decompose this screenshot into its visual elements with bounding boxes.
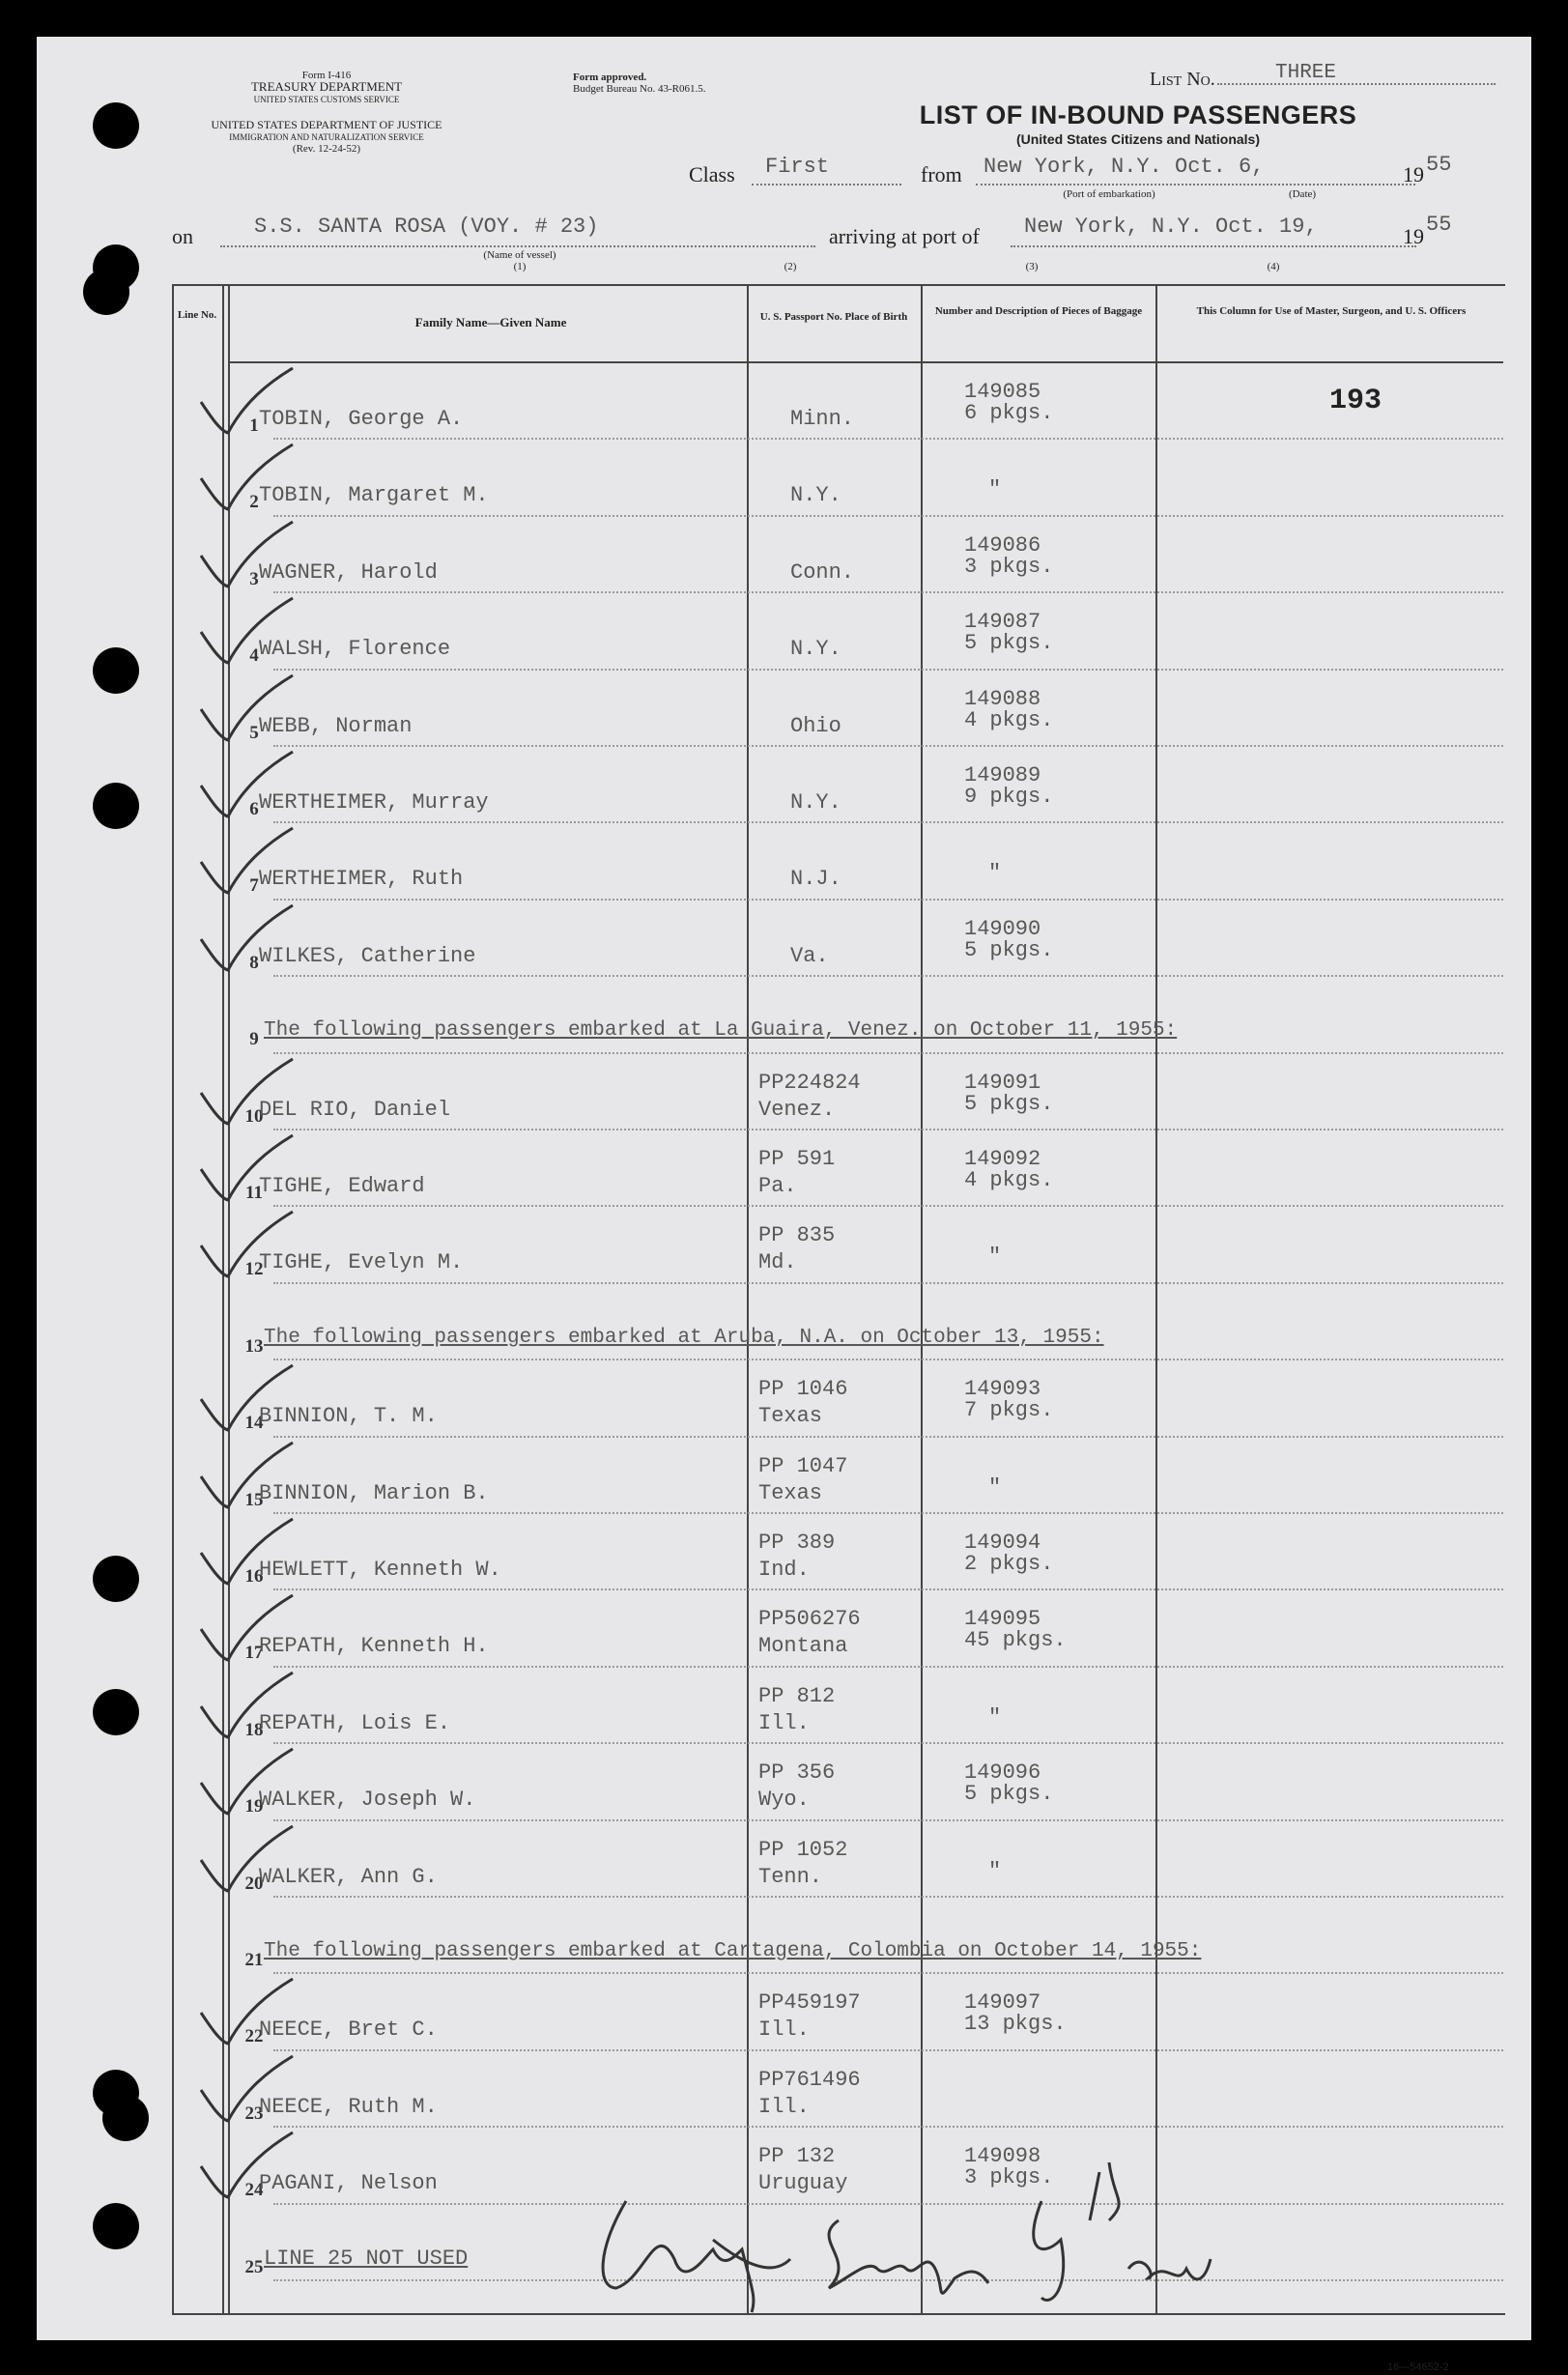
baggage-pieces: " <box>988 1245 1002 1270</box>
baggage-pieces: 9 pkgs. <box>964 785 1054 809</box>
from-year-prefix: 19 <box>1403 162 1424 186</box>
arrival-year: 55 <box>1426 213 1452 237</box>
row-separator <box>273 1896 1503 1898</box>
row-separator <box>273 1972 1503 1974</box>
row-separator <box>273 2126 1503 2128</box>
baggage-pieces: 6 pkgs. <box>964 401 1054 425</box>
line-number: 10 <box>244 1105 264 1127</box>
check-mark-icon <box>191 823 298 901</box>
row-separator <box>273 1588 1503 1590</box>
list-no-dots <box>1217 83 1496 85</box>
passport-number: PP761496 <box>758 2067 861 2092</box>
place-of-birth: Uruguay <box>758 2171 848 2196</box>
place-of-birth: N.Y. <box>790 790 841 815</box>
list-no-label: List No. <box>1150 69 1215 90</box>
check-mark-icon <box>191 1821 298 1899</box>
line-number: 17 <box>244 1643 264 1664</box>
place-of-birth: Ill. <box>758 2017 810 2043</box>
baggage-pieces: 5 pkgs. <box>964 1782 1054 1807</box>
baggage-pieces: 3 pkgs. <box>964 554 1054 579</box>
baggage-pieces: " <box>988 1474 1002 1500</box>
binder-hole <box>93 1689 139 1735</box>
line-number: 3 <box>249 568 259 589</box>
binder-hole <box>93 1556 139 1602</box>
line-number: 21 <box>244 1950 264 1970</box>
baggage-pieces: 4 pkgs. <box>964 1168 1054 1192</box>
place-of-birth: Venez. <box>758 1097 836 1122</box>
baggage-pieces: 5 pkgs. <box>964 1091 1054 1116</box>
treasury-dept: TREASURY DEPARTMENT <box>250 79 403 94</box>
check-mark-icon <box>191 1130 298 1208</box>
line-number: 6 <box>249 799 259 819</box>
class-value: First <box>765 155 830 179</box>
check-mark-icon <box>191 1438 298 1515</box>
date-caption: (Date) <box>1288 188 1317 200</box>
line-number: 8 <box>249 952 259 973</box>
baggage-pieces: 5 pkgs. <box>964 937 1054 962</box>
footer-form-code: 16—54652-2 <box>1387 2361 1449 2373</box>
passenger-name: NEECE, Ruth M. <box>259 2094 438 2119</box>
baggage-col-border <box>1155 284 1157 2313</box>
passenger-name: TIGHE, Edward <box>259 1174 425 1198</box>
class-label: Class <box>689 162 735 186</box>
check-mark-icon <box>191 1744 298 1821</box>
embarkation-note: The following passengers embarked at La Guaira, Venez. on October 11, 1955: <box>264 1019 1178 1043</box>
line-number: 20 <box>244 1873 264 1894</box>
caption-4: (4) <box>1267 261 1280 272</box>
baggage-pieces: 45 pkgs. <box>964 1628 1067 1653</box>
row-separator <box>273 438 1503 440</box>
binder-hole <box>83 269 129 315</box>
arrival-port: New York, N.Y. Oct. 19, <box>1024 215 1318 239</box>
line-number: 14 <box>244 1413 264 1434</box>
baggage-pieces: " <box>988 477 1002 502</box>
place-of-birth: Ill. <box>758 1710 810 1735</box>
row-separator <box>273 1052 1503 1054</box>
table-top-border <box>172 284 1505 286</box>
check-mark-icon <box>191 1054 298 1131</box>
line-number: 25 <box>244 2256 264 2277</box>
baggage-number: 149088 <box>964 686 1041 711</box>
passenger-name: WAGNER, Harold <box>259 559 438 585</box>
row-separator <box>273 1512 1503 1514</box>
line-number: 9 <box>249 1029 259 1050</box>
stamp-number: 193 <box>1329 385 1383 417</box>
vessel-dots <box>220 245 815 247</box>
passenger-name: HEWLETT, Kenneth W. <box>259 1558 501 1582</box>
manifest-page <box>37 37 1531 2373</box>
line-number: 18 <box>244 1719 264 1740</box>
baggage-pieces: " <box>988 1858 1002 1883</box>
passenger-name: WALKER, Joseph W. <box>259 1788 476 1813</box>
binder-hole <box>93 783 139 829</box>
place-of-birth: Pa. <box>758 1174 797 1198</box>
check-mark-icon <box>191 1207 298 1284</box>
check-mark-icon <box>191 747 298 824</box>
check-mark-icon <box>191 1668 298 1745</box>
baggage-number: 149090 <box>964 916 1041 941</box>
baggage-number: 149087 <box>964 610 1041 635</box>
baggage-pieces: 13 pkgs. <box>964 2012 1067 2037</box>
passport-number: PP 835 <box>758 1223 836 1248</box>
arriving-label: arriving at port of <box>829 224 980 248</box>
arrival-year-prefix: 19 <box>1403 224 1424 248</box>
passenger-name: TOBIN, Margaret M. <box>259 483 489 508</box>
from-value: New York, N.Y. Oct. 6, <box>984 155 1265 179</box>
baggage-pieces: " <box>988 1704 1002 1730</box>
line-number: 15 <box>244 1489 264 1510</box>
name-col-border <box>747 284 749 2313</box>
embarkation-note: The following passengers embarked at Cartagena, Colombia on October 14, 1955: <box>264 1940 1202 1962</box>
passenger-name: BINNION, Marion B. <box>259 1480 489 1505</box>
check-mark-icon <box>191 2128 298 2205</box>
place-of-birth: N.J. <box>790 867 841 892</box>
check-mark-icon <box>191 1360 298 1438</box>
place-of-birth: Minn. <box>790 407 855 431</box>
check-mark-icon <box>191 517 298 594</box>
check-mark-icon <box>191 1590 298 1668</box>
passport-number: PP 1052 <box>758 1837 848 1862</box>
row-separator <box>273 1129 1503 1130</box>
passenger-name: BINNION, T. M. <box>259 1404 438 1429</box>
passenger-name: TIGHE, Evelyn M. <box>259 1250 464 1275</box>
port-caption: (Port of embarkation) <box>1063 188 1155 200</box>
passenger-name: DEL RIO, Daniel <box>259 1097 451 1122</box>
caption-2: (2) <box>784 261 797 272</box>
place-of-birth: Va. <box>790 943 829 968</box>
place-of-birth: Md. <box>758 1250 797 1275</box>
line-number: 16 <box>244 1566 264 1587</box>
passport-number: PP 1046 <box>758 1377 848 1402</box>
line-number: 24 <box>244 2180 264 2201</box>
passport-number: PP459197 <box>758 1990 861 2016</box>
place-of-birth: Tenn. <box>758 1864 823 1889</box>
row-separator <box>273 1742 1503 1744</box>
line-number: 22 <box>244 2026 264 2047</box>
baggage-number: 149098 <box>964 2144 1041 2169</box>
passenger-name: REPATH, Lois E. <box>259 1710 451 1735</box>
place-of-birth: N.Y. <box>790 483 841 508</box>
budget-bureau: Budget Bureau No. 43-R061.5. <box>573 83 706 95</box>
passport-col-border <box>921 284 923 2313</box>
row-separator <box>273 1205 1503 1207</box>
col-passport: U. S. Passport No. Place of Birth <box>759 311 908 323</box>
line-number: 19 <box>244 1796 264 1817</box>
check-mark-icon <box>191 1514 298 1591</box>
handwritten-signature <box>587 2143 1283 2317</box>
page-subtitle: (United States Citizens and Nationals) <box>1015 131 1261 147</box>
class-dots <box>752 184 901 186</box>
line-number: 5 <box>249 722 259 743</box>
embarkation-note: The following passengers embarked at Aruba, N.A. on October 13, 1955: <box>264 1326 1104 1349</box>
table-left-border <box>172 284 174 2313</box>
row-separator <box>273 821 1503 823</box>
check-mark-icon <box>191 1974 298 2051</box>
baggage-pieces: 4 pkgs. <box>964 707 1054 732</box>
baggage-number: 149091 <box>964 1070 1041 1095</box>
passport-number: PP 356 <box>758 1760 836 1786</box>
passenger-name: WALKER, Ann G. <box>259 1864 438 1889</box>
passenger-name: REPATH, Kenneth H. <box>259 1634 489 1659</box>
vessel-name: S.S. SANTA ROSA (VOY. # 23) <box>254 215 599 239</box>
place-of-birth: Texas <box>758 1480 823 1505</box>
page-title: LIST OF IN-BOUND PASSENGERS <box>919 100 1357 129</box>
baggage-pieces: " <box>988 861 1002 886</box>
passenger-name: PAGANI, Nelson <box>259 2171 438 2196</box>
check-mark-icon <box>191 363 298 441</box>
passenger-name: WALSH, Florence <box>259 637 451 662</box>
row-separator <box>273 591 1503 593</box>
baggage-pieces: 5 pkgs. <box>964 631 1054 656</box>
place-of-birth: N.Y. <box>790 637 841 662</box>
passport-number: PP 591 <box>758 1147 836 1171</box>
revision-date: (Rev. 12-24-52) <box>292 143 361 155</box>
row-separator <box>273 515 1503 517</box>
baggage-number: 149092 <box>964 1147 1041 1171</box>
embarkation-note: LINE 25 NOT USED <box>264 2246 469 2271</box>
justice-dept: UNITED STATES DEPARTMENT OF JUSTICE <box>211 118 442 131</box>
row-separator <box>273 1282 1503 1284</box>
place-of-birth: Conn. <box>790 559 855 585</box>
col-baggage: Number and Description of Pieces of Baggage <box>934 305 1143 317</box>
passport-number: PP 812 <box>758 1683 836 1708</box>
row-separator <box>273 1359 1503 1360</box>
binder-hole <box>93 2203 139 2249</box>
row-separator <box>273 1666 1503 1668</box>
form-approved: Form approved. <box>573 72 647 83</box>
from-year: 55 <box>1426 153 1452 177</box>
header-row-border <box>228 361 1503 363</box>
baggage-pieces: 2 pkgs. <box>964 1552 1054 1576</box>
vessel-caption: (Name of vessel) <box>483 249 556 261</box>
passport-number: PP 132 <box>758 2144 836 2169</box>
check-mark-icon <box>191 901 298 978</box>
baggage-number: 149097 <box>964 1990 1041 2016</box>
passport-number: PP 389 <box>758 1531 836 1555</box>
baggage-number: 149093 <box>964 1377 1041 1402</box>
passenger-name: TOBIN, George A. <box>259 407 464 431</box>
list-no-value: THREE <box>1275 62 1337 84</box>
binder-hole <box>93 102 139 149</box>
passenger-name: NEECE, Bret C. <box>259 2017 438 2043</box>
customs-service: UNITED STATES CUSTOMS SERVICE <box>253 95 400 104</box>
place-of-birth: Ill. <box>758 2094 810 2119</box>
col-officers: This Column for Use of Master, Surgeon, and U. S. Officers <box>1196 305 1467 317</box>
check-mark-icon <box>191 440 298 517</box>
row-separator <box>273 899 1503 901</box>
binder-hole <box>93 647 139 694</box>
row-separator <box>273 2049 1503 2051</box>
ins-service: IMMIGRATION AND NATURALIZATION SERVICE <box>229 132 424 142</box>
line-number: 13 <box>244 1335 264 1357</box>
place-of-birth: Ohio <box>790 713 841 738</box>
row-separator <box>273 975 1503 977</box>
passenger-name: WILKES, Catherine <box>259 943 476 968</box>
baggage-number: 149089 <box>964 763 1041 787</box>
row-separator <box>273 1819 1503 1821</box>
passenger-name: WERTHEIMER, Ruth <box>259 867 464 892</box>
caption-3: (3) <box>1025 261 1039 272</box>
col-line-no: Line No. <box>177 309 217 321</box>
binder-hole <box>102 2095 149 2141</box>
passport-number: PP506276 <box>758 1607 861 1632</box>
baggage-pieces: 7 pkgs. <box>964 1398 1054 1423</box>
baggage-number: 149094 <box>964 1531 1041 1555</box>
caption-1: (1) <box>513 261 527 272</box>
row-separator <box>273 1436 1503 1438</box>
passenger-name: WEBB, Norman <box>259 713 413 738</box>
from-dots <box>976 184 1415 186</box>
line-number: 12 <box>244 1259 264 1280</box>
line-number: 1 <box>249 415 259 436</box>
place-of-birth: Ind. <box>758 1558 810 1582</box>
place-of-birth: Texas <box>758 1404 823 1429</box>
arrival-dots <box>1011 245 1416 247</box>
baggage-pieces: 3 pkgs. <box>964 2165 1054 2190</box>
baggage-number: 149086 <box>964 532 1041 558</box>
line-number: 7 <box>249 875 259 897</box>
check-mark-icon <box>191 593 298 671</box>
form-number: Form I-416 <box>301 70 352 81</box>
line-number: 23 <box>244 2103 264 2124</box>
row-separator <box>273 669 1503 671</box>
baggage-number: 149096 <box>964 1760 1041 1786</box>
baggage-number: 149095 <box>964 1607 1041 1632</box>
passport-number: PP 1047 <box>758 1453 848 1478</box>
place-of-birth: Montana <box>758 1634 848 1659</box>
on-label: on <box>172 224 193 248</box>
from-label: from <box>921 162 962 186</box>
col-family-name: Family Name—Given Name <box>414 315 567 329</box>
passenger-name: WERTHEIMER, Murray <box>259 790 489 815</box>
passport-number: PP224824 <box>758 1070 861 1095</box>
line-number: 11 <box>245 1183 263 1203</box>
baggage-number: 149085 <box>964 380 1041 404</box>
check-mark-icon <box>191 671 298 748</box>
row-separator <box>273 745 1503 747</box>
line-number: 2 <box>249 492 259 513</box>
place-of-birth: Wyo. <box>758 1788 810 1813</box>
line-number: 4 <box>249 645 259 667</box>
check-mark-icon <box>191 2051 298 2129</box>
